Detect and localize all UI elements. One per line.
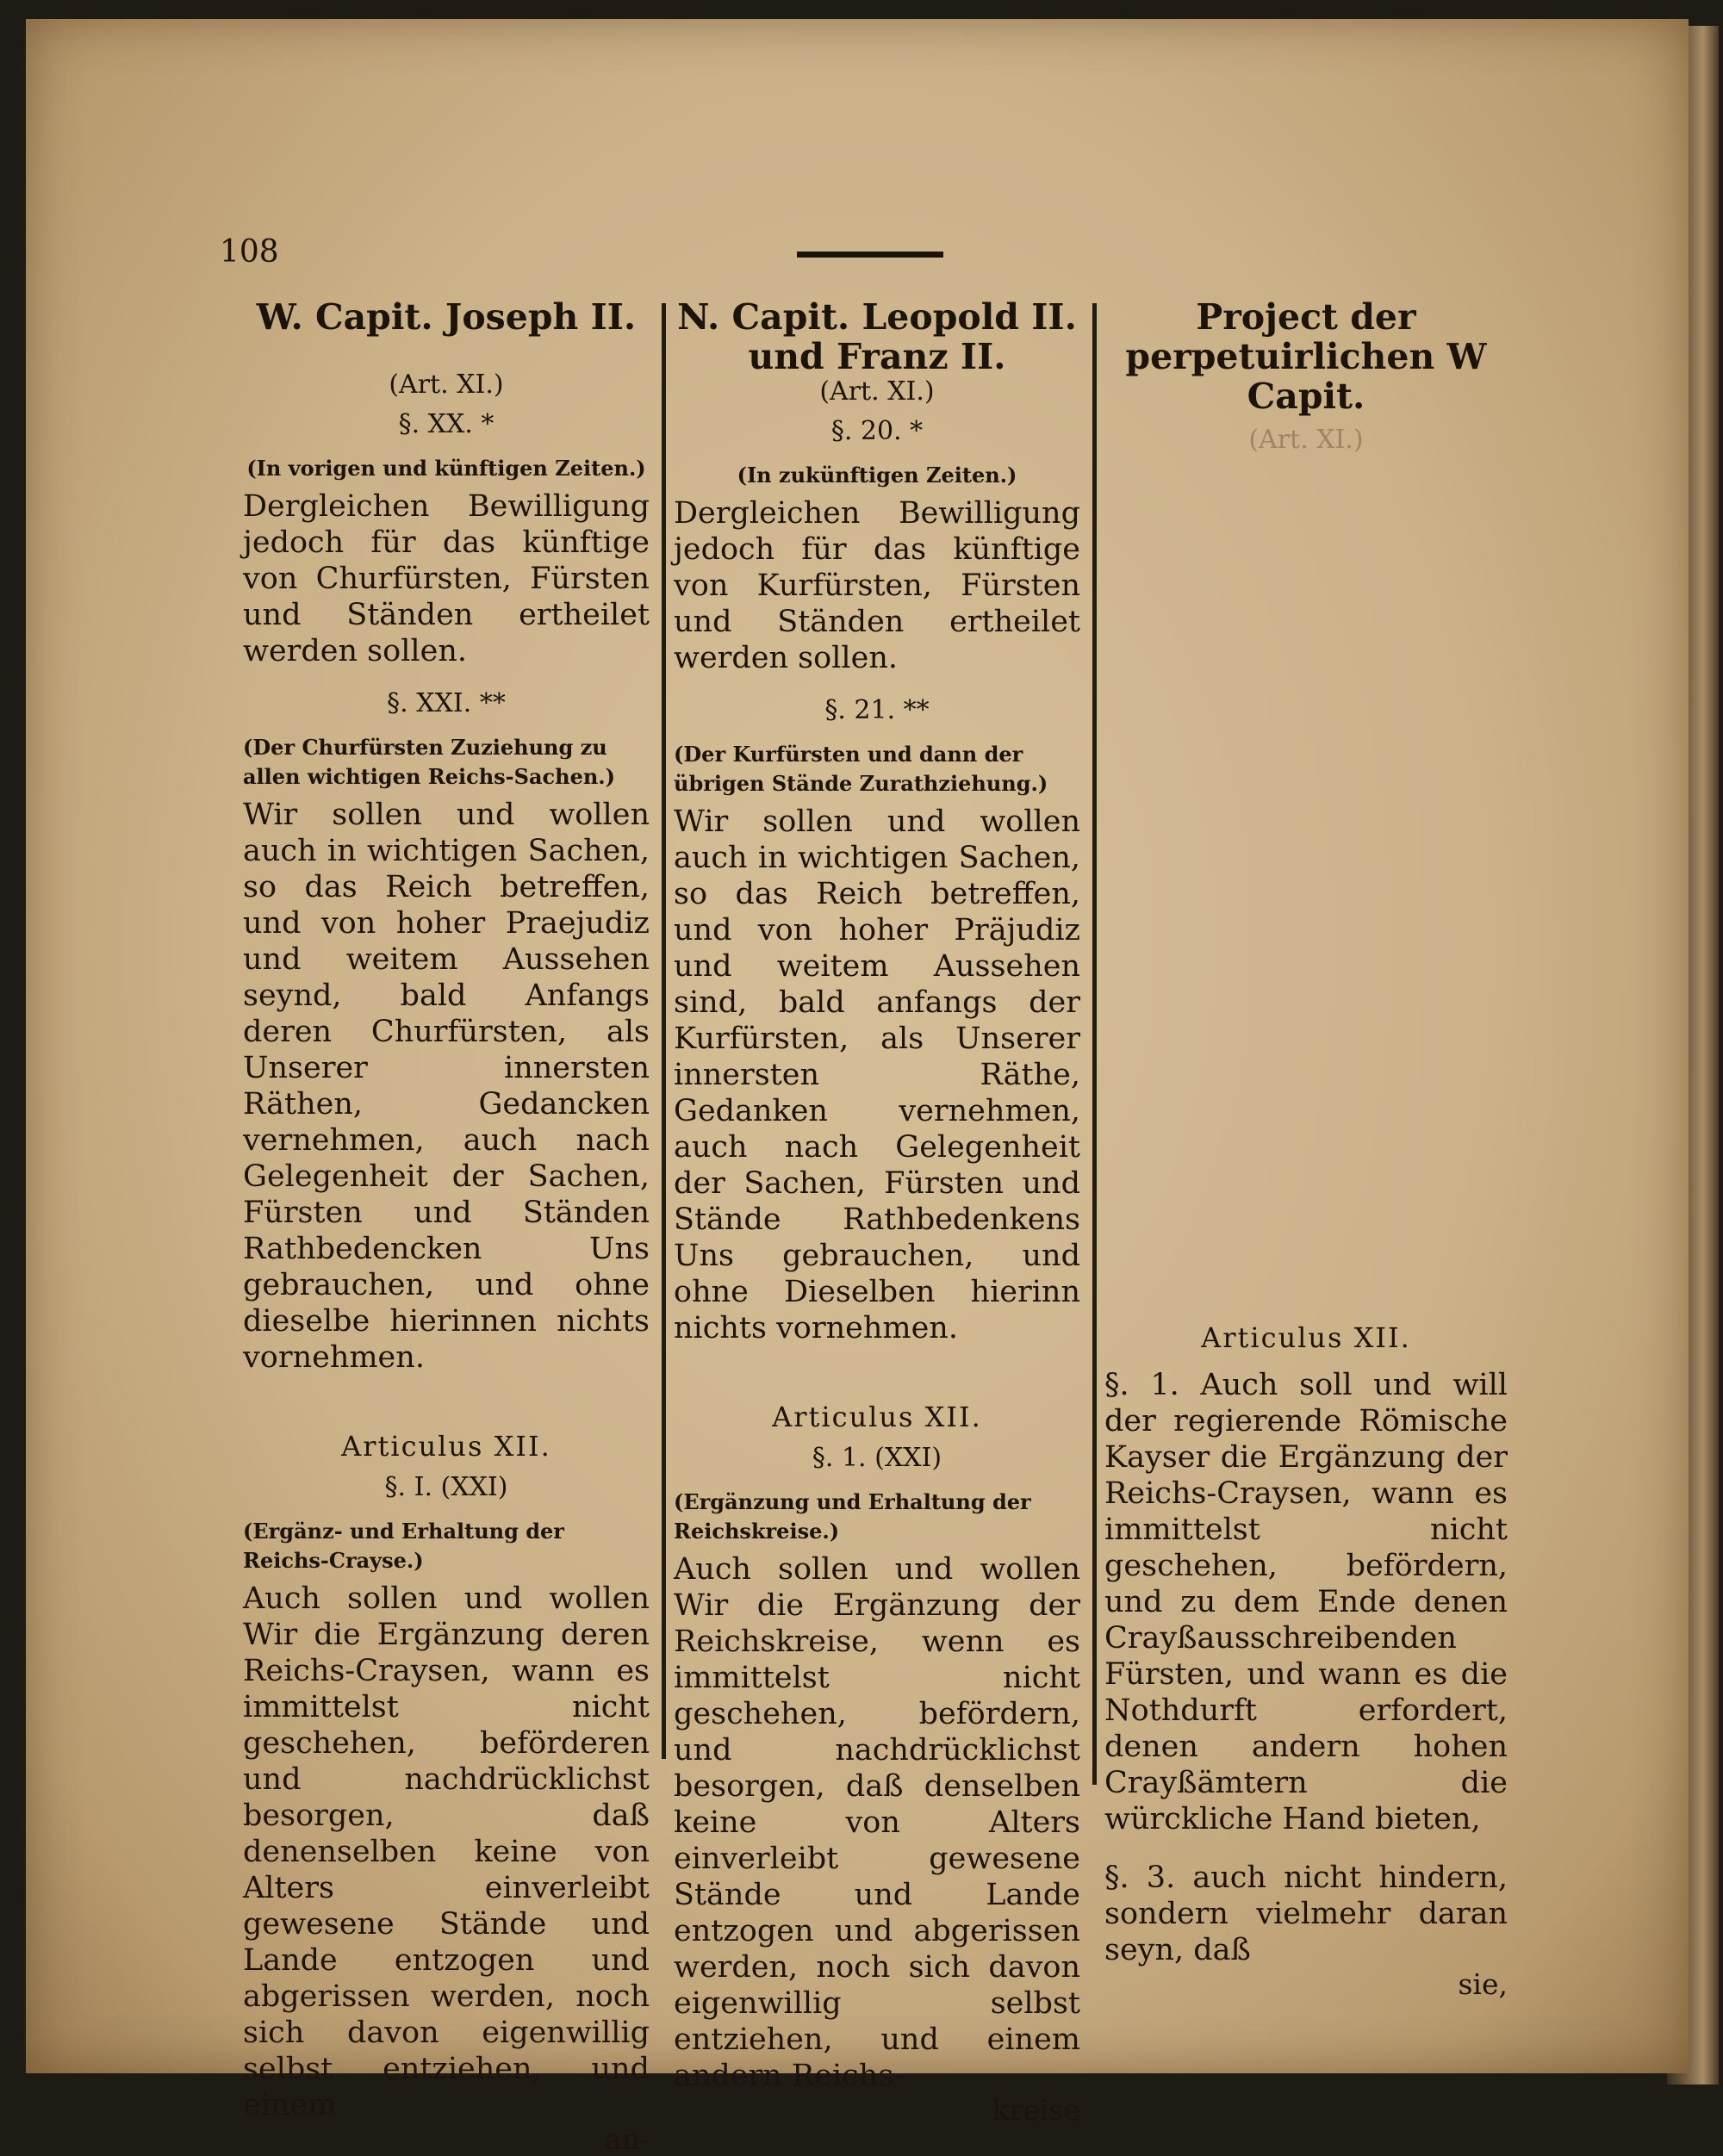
rubric: (Der Kurfürsten und dann der übrigen Stände Zurathziehung.) [674, 742, 1048, 796]
faint-bleedthrough-note: (Art. XI.) [1248, 425, 1364, 455]
column-joseph-ii [243, 297, 650, 2156]
paragraph-text: Wir sollen und wollen auch in wichtigen Sachen, so das Reich betreffen, und von hoher Präjudiz und weitem Aussehen sind, bald anfangs der Kurfürsten, als Unserer innersten Räthe, Gedanken vernehmen, auch nach Gelegenheit der Sachen, Fürsten und Stände Rathbedenkens Uns gebrauchen, und ohne Dieselben hierinn nichts vornehmen. [674, 805, 1080, 1345]
rubric: (In vorigen und künftigen Zeiten.) [246, 456, 646, 481]
header-rule [797, 252, 943, 258]
paragraph-number: §. XX. * [398, 409, 495, 439]
column-title: Project der perpetuirlichen W Capit. [1125, 296, 1487, 417]
paragraph-text: Wir sollen und wollen auch in wichtigen Sachen, so das Reich betreffen, und von hoher Praejudiz und weitem Aussehen seynd, bald Anfangs deren Churfürsten, als Unserer innersten Räthen, Gedancken vernehmen, auch nach Gelegenheit der Sachen, Fürsten und Ständen Rathbedencken Uns gebrauchen, und ohne dieselbe hierinnen nichts vornehmen. [243, 798, 650, 1375]
paragraph-number: §. I. (XXI) [384, 1472, 508, 1502]
section-heading: Articulus XII. [772, 1401, 982, 1433]
catchword: kreise [992, 2093, 1080, 2127]
page-number: 108 [220, 234, 279, 270]
section-heading: Articulus XII. [341, 1430, 551, 1463]
paragraph-text: Dergleichen Bewilligung jedoch für das künftige von Churfürsten, Fürsten und Ständen ertheilet werden sollen. [243, 489, 650, 668]
rubric: (Der Churfürsten Zuziehung zu allen wichtigen Reichs-Sachen.) [243, 735, 615, 789]
column-title: W. Capit. Joseph II. [256, 296, 637, 338]
article-ref: (Art. XI.) [389, 370, 504, 400]
column-perpetual-project [1104, 297, 1508, 2001]
paragraph-text: §. 1. Auch soll und will der regierende Römische Kayser die Ergänzung der Reichs-Craysen, wann es immittelst nicht geschehen, befördern, und zu dem Ende denen Crayßausschreibenden Fürsten, und wann es die Nothdurft erfordert, denen andern hohen Crayßämtern die würckliche Hand bieten, [1104, 1368, 1508, 1836]
column-divider-right [1092, 303, 1097, 1785]
rubric: (In zukünftigen Zeiten.) [737, 463, 1017, 488]
paragraph-number: §. 1. (XXI) [812, 1443, 942, 1473]
column-divider-left [662, 303, 666, 1759]
article-ref: (Art. XI.) [819, 376, 935, 407]
paragraph-text: Auch sollen und wollen Wir die Ergänzung deren Reichs-Craysen, wann es immittelst nicht geschehen, beförderen und nachdrücklichst besorgen, daß denenselben keine von Alters einverleibt gewesene Stände und Lande entzogen und abgerissen werden, noch sich davon eigenwillig selbst entziehen, und einem [243, 1581, 650, 2122]
paragraph-number: §. XXI. ** [387, 688, 506, 718]
paragraph-text: §. 3. auch nicht hindern, sondern vielmehr daran seyn, daß [1104, 1861, 1508, 1967]
paragraph-text: Auch sollen und wollen Wir die Ergänzung der Reichskreise, wenn es immittelst nicht geschehen, befördern, und nachdrücklichst besorgen, daß denselben keine von Alters einverleibt gewesene Stände und Lande entzogen und abgerissen werden, noch sich davon eigenwillig selbst entziehen, und einem andern Reichs- [674, 1552, 1080, 2093]
paragraph-text: Dergleichen Bewilligung jedoch für das künftige von Kurfürsten, Fürsten und Ständen ertheilet werden sollen. [674, 496, 1080, 675]
catchword: sie, [1458, 1967, 1508, 2001]
column-leopold-franz [674, 297, 1080, 2127]
catchword: an- [604, 2122, 650, 2156]
rubric: (Ergänz- und Erhaltung der Reichs-Crayse.) [243, 1519, 564, 1573]
paragraph-number: §. 20. * [830, 416, 924, 446]
paragraph-number: §. 21. ** [824, 695, 930, 725]
column-title: N. Capit. Leopold II. und Franz II. [677, 296, 1077, 377]
rubric: (Ergänzung und Erhaltung der Reichskreise.) [674, 1489, 1031, 1544]
section-heading: Articulus XII. [1201, 1321, 1411, 1354]
